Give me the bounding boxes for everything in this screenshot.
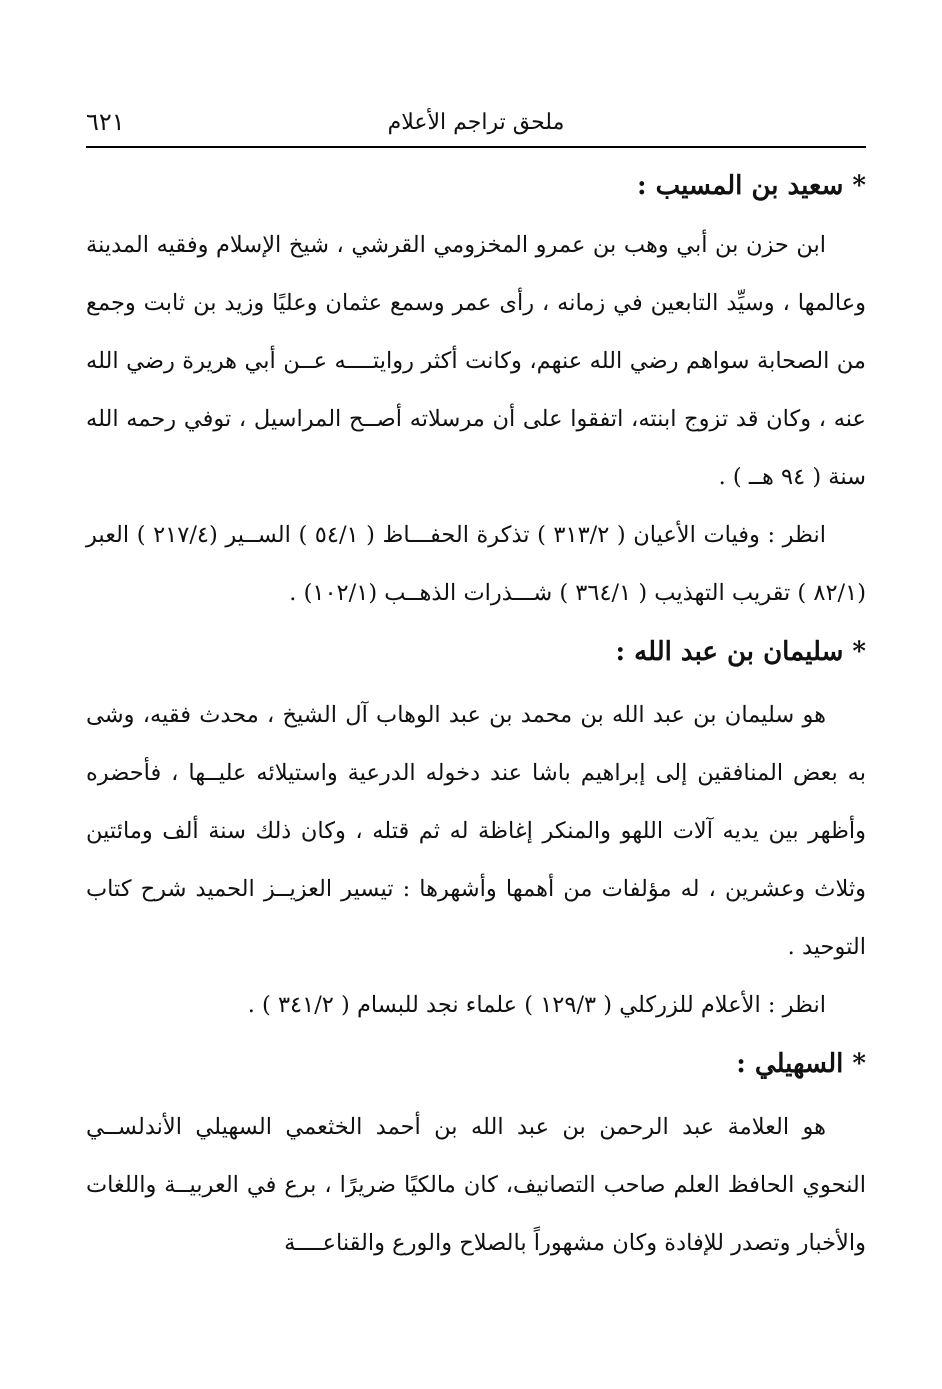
entry-references-sulaiman: انظر : الأعلام للزركلي ( ١٢٩/٣ ) علماء نجد للبسام ( ٣٤١/٢ ) . bbox=[247, 992, 826, 1018]
header-divider bbox=[86, 146, 866, 148]
document-page bbox=[86, 100, 866, 1256]
entry-heading-suhaili: * السهيلي : bbox=[736, 1049, 866, 1079]
entry-body-sulaiman: هو سليمان بن عبد الله بن محمد بن عبد الوهاب آل الشيخ ، محدث فقيه، وشى به بعض المنافقين إلى إبراهيم باشا عند دخوله الدرعية واستيلائه عليــها ، فأحضره وأظهر بين يديه آلات اللهو والمنكر إغاظة له ثم قتله ، وكان ذلك سنة ألف ومائتين وثلاث وعشرين ، له مؤلفات من أهمها وأشهرها : تيسير العزيــز الحميد شرح كتاب التوحيد . bbox=[86, 702, 866, 960]
running-header bbox=[86, 100, 866, 144]
entry-body-suhaili: هو العلامة عبد الرحمن بن عبد الله بن أحمد الخثعمي السهيلي الأندلســي النحوي الحافظ العلم صاحب التصانيف، كان مالكيًا ضريرًا ، برع في العربيــة واللغات والأخبار وتصدر للإفادة وكان مشهوراً بالصلاح والورع والقناعــــة bbox=[86, 1114, 866, 1256]
page-number: ٦٢١ bbox=[86, 108, 125, 136]
entry-body-saeed: ابن حزن بن أبي وهب بن عمرو المخزومي القرشي ، شيخ الإسلام وفقيه المدينة وعالمها ، وسيِّد التابعين في زمانه ، رأى عمر وسمع عثمان وعليًا وزيد بن ثابت وجمع من الصحابة سواهم رضي الله عنهم، وكانت أكثر روايتــــه عــن أبي هريرة رضي الله عنه ، وكان قد تزوج ابنته، اتفقوا على أن مرسلاته أصــح المراسيل ، توفي رحمه الله سنة ( ٩٤ هــ ) . bbox=[86, 232, 866, 490]
page-body bbox=[86, 162, 866, 1272]
entry-references-saeed: انظر : وفيات الأعيان ( ٣١٣/٢ ) تذكرة الحفـــاظ ( ٥٤/١ ) الســير (٢١٧/٤ ) العبر (٨٢/١ ) تقريب التهذيب ( ٣٦٤/١ ) شـــذرات الذهــب (١٠٢/١) . bbox=[86, 522, 866, 606]
running-title: ملحق تراجم الأعلام bbox=[387, 110, 565, 135]
entry-heading-sulaiman: * سليمان بن عبد الله : bbox=[615, 637, 866, 667]
entry-heading-saeed: * سعيد بن المسيب : bbox=[637, 171, 866, 201]
